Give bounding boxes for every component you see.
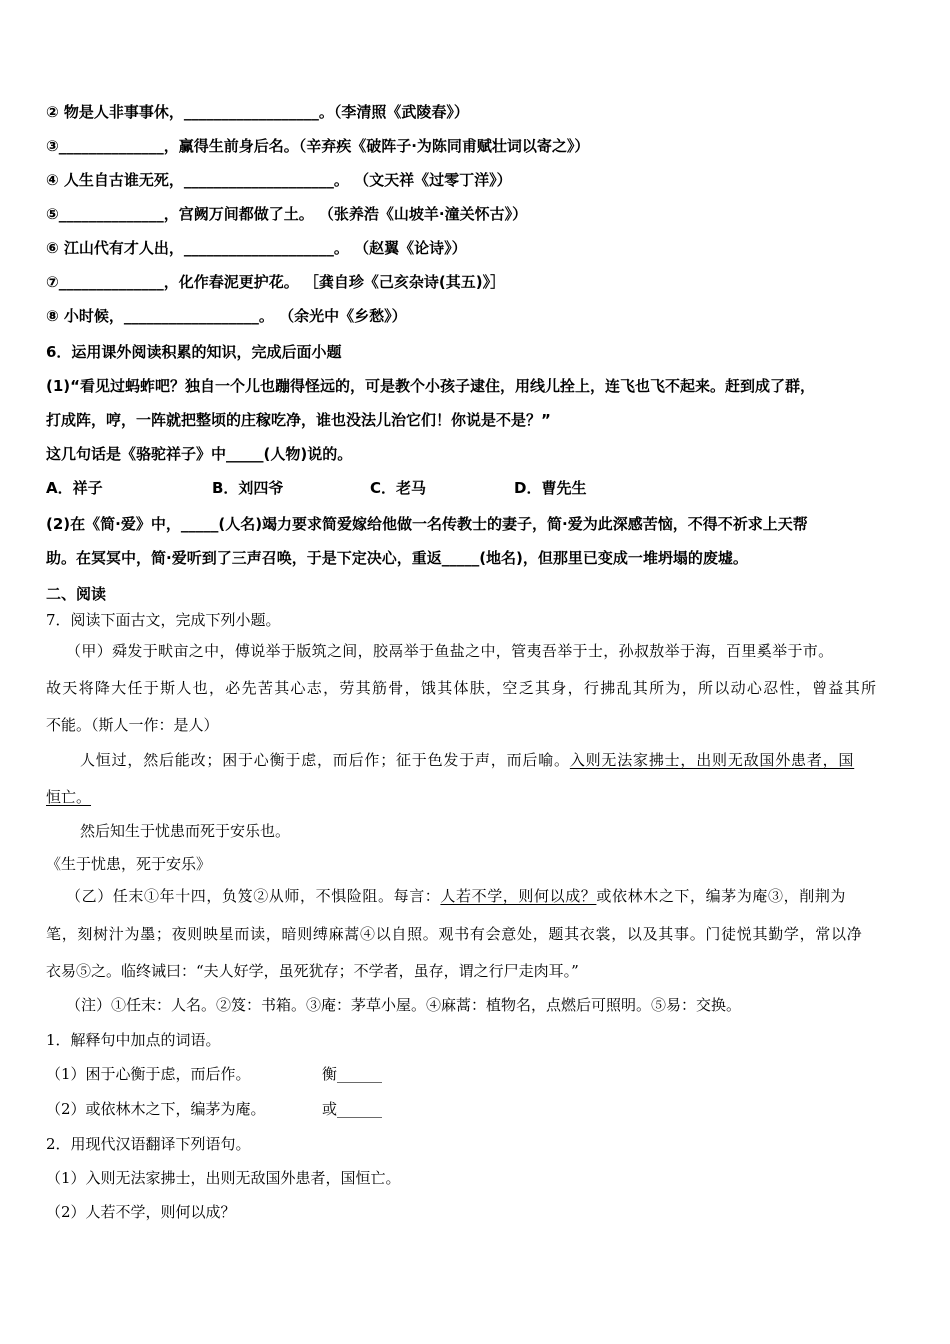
passage-notes: （注）①任末：人名。②笈：书箱。③庵：茅草小屋。④麻蒿：植物名，点燃后可照明。⑤易：交换。: [66, 996, 742, 1014]
q6-p1-question: 这几句话是《骆驼祥子》中_____(人物)说的。: [46, 445, 353, 463]
q6-option-c: C．老马: [370, 479, 427, 497]
passage-yi-line1-b: 或依林木之下，编茅为庵③，削荆为: [596, 887, 847, 905]
fill-blank-2: ② 物是人非事事休，__________________。（李清照《武陵春》）: [46, 103, 469, 121]
section-heading: 二、阅读: [46, 585, 107, 603]
sub1-title: 1．解释句中加点的词语。: [46, 1031, 221, 1049]
sub1-item2: （2）或依林木之下，编茅为庵。: [46, 1100, 266, 1118]
passage-jia-p3: 然后知生于忧患而死于安乐也。: [80, 822, 291, 840]
fill-blank-5: ⑤______________，宫阙万间都做了土。 （张养浩《山坡羊·潼关怀古》）: [46, 205, 528, 223]
passage-jia-line2: 故天将降大任于斯人也，必先苦其心志，劳其筋骨，饿其体肤，空乏其身，行拂乱其所为，所以动心忍性，曾益其所: [46, 679, 878, 697]
passage-yi-line1-underlined: 人若不学，则何以成？: [440, 887, 597, 905]
sub1-item1-blank: 衡______: [322, 1065, 383, 1083]
sub2-item1: （1）入则无法家拂士，出则无敌国外患者，国恒亡。: [46, 1169, 401, 1187]
passage-jia-line1: （甲）舜发于畎亩之中，傅说举于版筑之间，胶鬲举于鱼盐之中，管夷吾举于士，孙叔敖举于海，百里奚举于市。: [66, 642, 834, 660]
sub2-item2: （2）人若不学，则何以成？: [46, 1203, 236, 1221]
q6-option-a: A．祥子: [46, 479, 103, 497]
q6-title: 6．运用课外阅读积累的知识，完成后面小题: [46, 343, 342, 361]
fill-blank-4: ④ 人生自古谁无死，____________________。 （文天祥《过零丁洋》）: [46, 171, 512, 189]
passage-jia-line3: 不能。（斯人一作：是人）: [46, 716, 219, 734]
passage-yi-line3: 衣易⑤之。临终诫曰：“夫人好学，虽死犹存；不学者，虽存，谓之行尸走肉耳。”: [46, 962, 579, 980]
fill-blank-6: ⑥ 江山代有才人出，____________________。 （赵翼《论诗》）: [46, 239, 467, 257]
q6-p2-line2: 助。在冥冥中，简·爱听到了三声召唤，于是下定决心，重返_____(地名)，但那里已变成一堆坍塌的废墟。: [46, 549, 748, 567]
sub2-title: 2．用现代汉语翻译下列语句。: [46, 1135, 251, 1153]
passage-source: 《生于忧患，死于安乐》: [46, 855, 212, 873]
passage-yi-line1: [66, 886, 846, 906]
passage-jia-p2-underlined: 入则无法家拂士，出则无敌国外患者，国: [569, 751, 855, 769]
q7-title: 7．阅读下面古文，完成下列小题。: [46, 611, 281, 629]
fill-blank-7: ⑦______________，化作春泥更护花。 ［龚自珍《己亥杂诗(其五)》］: [46, 273, 506, 291]
q6-option-b: B．刘四爷: [212, 479, 284, 497]
fill-blank-3: ③______________，赢得生前身后名。（辛弃疾《破阵子·为陈同甫赋壮词以寄之》）: [46, 137, 590, 155]
q6-p1-line1: (1)“看见过蚂蚱吧？独自一个儿也蹦得怪远的，可是教个小孩子逮住，用线儿拴上，连飞也飞不起来。赶到成了群，: [46, 377, 816, 395]
q6-option-d: D．曹先生: [514, 479, 587, 497]
passage-jia-p2: [80, 750, 854, 770]
passage-yi-line2: 笔，刻树汁为墨；夜则映星而读，暗则缚麻蒿④以自照。观书有会意处，题其衣裳，以及其事。门徒悦其勤学，常以净: [46, 925, 863, 943]
sub1-item1: （1）困于心衡于虑，而后作。: [46, 1065, 251, 1083]
sub1-item2-blank: 或______: [322, 1100, 383, 1118]
passage-jia-p2-underlined-cont: 恒亡。: [46, 788, 92, 806]
q6-p2-line1: (2)在《简·爱》中，_____(人名)竭力要求简爱嫁给他做一名传教士的妻子，简·爱为此深感苦恼，不得不祈求上天帮: [46, 515, 808, 533]
passage-jia-p2-plain: 人恒过，然后能改；困于心衡于虑，而后作；征于色发于声，而后喻。: [80, 751, 570, 769]
q6-p1-line2: 打成阵，哼，一阵就把整顷的庄稼吃净，谁也没法儿治它们！你说是不是？”: [46, 411, 551, 429]
fill-blank-8: ⑧ 小时候，__________________。 （余光中《乡愁》）: [46, 307, 407, 325]
passage-yi-line1-a: （乙）任末①年十四，负笈②从师，不惧险阻。每言：: [66, 887, 441, 905]
